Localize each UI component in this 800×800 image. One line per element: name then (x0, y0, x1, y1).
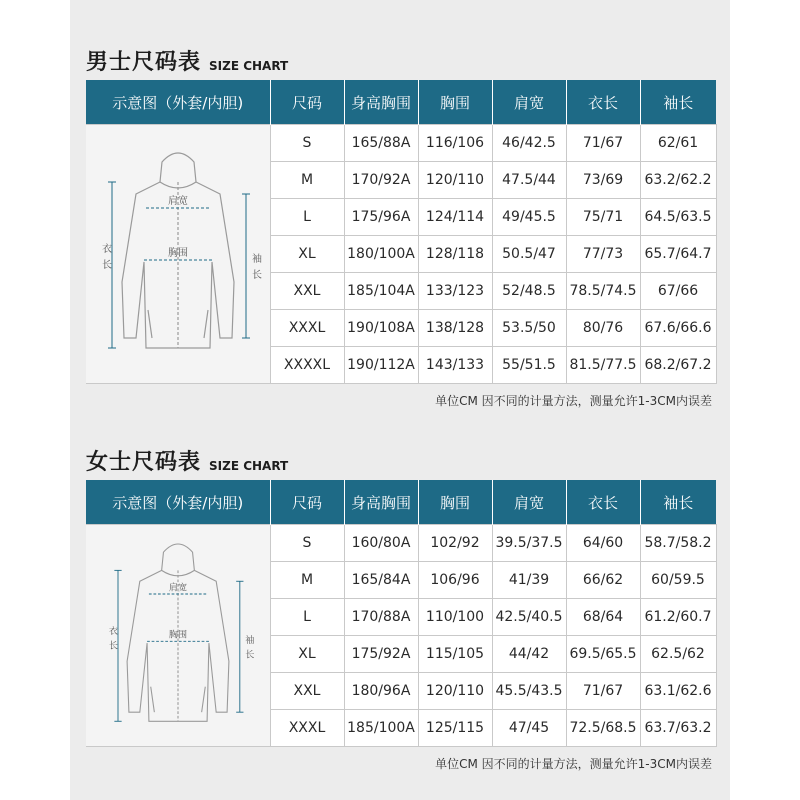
cell-chest: 133/123 (418, 273, 492, 310)
cell-size: XXXL (270, 710, 344, 747)
cell-sleeve: 62/61 (640, 125, 716, 162)
cell-length: 66/62 (566, 562, 640, 599)
cell-length: 64/60 (566, 525, 640, 562)
cell-height-chest: 185/100A (344, 710, 418, 747)
cell-size: XL (270, 236, 344, 273)
table-row (86, 525, 716, 562)
cell-chest: 120/110 (418, 673, 492, 710)
cell-shoulder: 47/45 (492, 710, 566, 747)
cell-height-chest: 170/88A (344, 599, 418, 636)
cell-sleeve: 63.2/62.2 (640, 162, 716, 199)
cell-chest: 106/96 (418, 562, 492, 599)
cell-chest: 125/115 (418, 710, 492, 747)
cell-sleeve: 64.5/63.5 (640, 199, 716, 236)
cell-size: L (270, 199, 344, 236)
men-heading (86, 30, 716, 80)
cell-size: XXL (270, 273, 344, 310)
men-title-en: SIZE CHART (209, 59, 289, 73)
men-title: 男士尺码表 (86, 50, 202, 75)
col-shoulder: 肩宽 (492, 80, 566, 125)
cell-shoulder: 52/48.5 (492, 273, 566, 310)
cell-shoulder: 49/45.5 (492, 199, 566, 236)
men-body (86, 125, 716, 384)
women-body (86, 525, 716, 747)
cell-chest: 124/114 (418, 199, 492, 236)
cell-length: 73/69 (566, 162, 640, 199)
cell-size: XL (270, 636, 344, 673)
label-sleeve-bottom: 长 (251, 270, 262, 281)
label-sleeve-bottom: 长 (245, 650, 255, 661)
cell-shoulder: 44/42 (492, 636, 566, 673)
jacket-diagram (88, 142, 268, 362)
cell-height-chest: 175/92A (344, 636, 418, 673)
cell-size: XXXXL (270, 347, 344, 384)
cell-length: 78.5/74.5 (566, 273, 640, 310)
cell-size: M (270, 562, 344, 599)
women-measurement-note: 单位CM 因不同的计量方法，测量允许1-3CM内误差 (435, 757, 712, 771)
cell-sleeve: 65.7/64.7 (640, 236, 716, 273)
col-diagram: 示意图（外套/内胆) (86, 80, 270, 125)
cell-shoulder: 55/51.5 (492, 347, 566, 384)
cell-shoulder: 50.5/47 (492, 236, 566, 273)
col-length: 衣长 (566, 480, 640, 525)
label-chest: 胸围 (168, 630, 187, 641)
cell-shoulder: 46/42.5 (492, 125, 566, 162)
cell-chest: 138/128 (418, 310, 492, 347)
women-table (86, 480, 717, 747)
label-sleeve-top: 袖 (251, 254, 262, 265)
cell-chest: 110/100 (418, 599, 492, 636)
cell-length: 69.5/65.5 (566, 636, 640, 673)
cell-size: S (270, 125, 344, 162)
cell-size: XXXL (270, 310, 344, 347)
label-length-bottom: 长 (108, 641, 118, 652)
col-height-chest: 身高胸围 (344, 480, 418, 525)
col-height-chest: 身高胸围 (344, 80, 418, 125)
col-chest: 胸围 (418, 480, 492, 525)
men-size-chart (86, 30, 716, 409)
cell-size: L (270, 599, 344, 636)
cell-height-chest: 165/88A (344, 125, 418, 162)
cell-size: M (270, 162, 344, 199)
women-header-row (86, 480, 716, 525)
cell-height-chest: 160/80A (344, 525, 418, 562)
cell-sleeve: 67/66 (640, 273, 716, 310)
col-length: 衣长 (566, 80, 640, 125)
cell-length: 77/73 (566, 236, 640, 273)
cell-chest: 128/118 (418, 236, 492, 273)
cell-height-chest: 170/92A (344, 162, 418, 199)
cell-chest: 116/106 (418, 125, 492, 162)
women-title-en: SIZE CHART (209, 459, 289, 473)
cell-chest: 120/110 (418, 162, 492, 199)
cell-shoulder: 41/39 (492, 562, 566, 599)
label-length-bottom: 长 (101, 260, 112, 271)
men-diagram-cell (86, 125, 270, 384)
label-shoulder: 肩宽 (168, 582, 187, 593)
cell-height-chest: 175/96A (344, 199, 418, 236)
label-sleeve-top: 袖 (245, 635, 255, 646)
col-chest: 胸围 (418, 80, 492, 125)
men-table (86, 80, 717, 384)
label-length-top: 衣 (101, 244, 112, 255)
cell-length: 71/67 (566, 125, 640, 162)
cell-sleeve: 67.6/66.6 (640, 310, 716, 347)
cell-shoulder: 47.5/44 (492, 162, 566, 199)
cell-length: 75/71 (566, 199, 640, 236)
cell-sleeve: 61.2/60.7 (640, 599, 716, 636)
cell-length: 80/76 (566, 310, 640, 347)
cell-sleeve: 68.2/67.2 (640, 347, 716, 384)
label-length-top: 衣 (108, 626, 118, 637)
label-chest: 胸围 (167, 248, 188, 259)
label-shoulder: 肩宽 (167, 196, 188, 207)
cell-height-chest: 180/96A (344, 673, 418, 710)
jacket-diagram (88, 534, 268, 734)
cell-height-chest: 180/100A (344, 236, 418, 273)
cell-height-chest: 185/104A (344, 273, 418, 310)
col-sleeve: 袖长 (640, 80, 716, 125)
cell-shoulder: 39.5/37.5 (492, 525, 566, 562)
cell-chest: 143/133 (418, 347, 492, 384)
cell-length: 81.5/77.5 (566, 347, 640, 384)
cell-sleeve: 60/59.5 (640, 562, 716, 599)
cell-sleeve: 58.7/58.2 (640, 525, 716, 562)
women-title: 女士尺码表 (86, 450, 202, 475)
cell-size: XXL (270, 673, 344, 710)
cell-chest: 102/92 (418, 525, 492, 562)
men-measurement-note: 单位CM 因不同的计量方法，测量允许1-3CM内误差 (435, 394, 712, 408)
col-size: 尺码 (270, 80, 344, 125)
women-diagram-cell (86, 525, 270, 747)
cell-height-chest: 190/108A (344, 310, 418, 347)
men-header-row (86, 80, 716, 125)
col-shoulder: 肩宽 (492, 480, 566, 525)
col-size: 尺码 (270, 480, 344, 525)
cell-shoulder: 42.5/40.5 (492, 599, 566, 636)
col-diagram: 示意图（外套/内胆) (86, 480, 270, 525)
cell-size: S (270, 525, 344, 562)
cell-shoulder: 45.5/43.5 (492, 673, 566, 710)
col-sleeve: 袖长 (640, 480, 716, 525)
cell-length: 72.5/68.5 (566, 710, 640, 747)
cell-sleeve: 63.1/62.6 (640, 673, 716, 710)
cell-height-chest: 190/112A (344, 347, 418, 384)
cell-chest: 115/105 (418, 636, 492, 673)
cell-length: 68/64 (566, 599, 640, 636)
women-heading (86, 430, 716, 480)
table-row (86, 125, 716, 162)
cell-sleeve: 63.7/63.2 (640, 710, 716, 747)
cell-height-chest: 165/84A (344, 562, 418, 599)
cell-shoulder: 53.5/50 (492, 310, 566, 347)
women-size-chart (86, 430, 716, 772)
cell-sleeve: 62.5/62 (640, 636, 716, 673)
cell-length: 71/67 (566, 673, 640, 710)
